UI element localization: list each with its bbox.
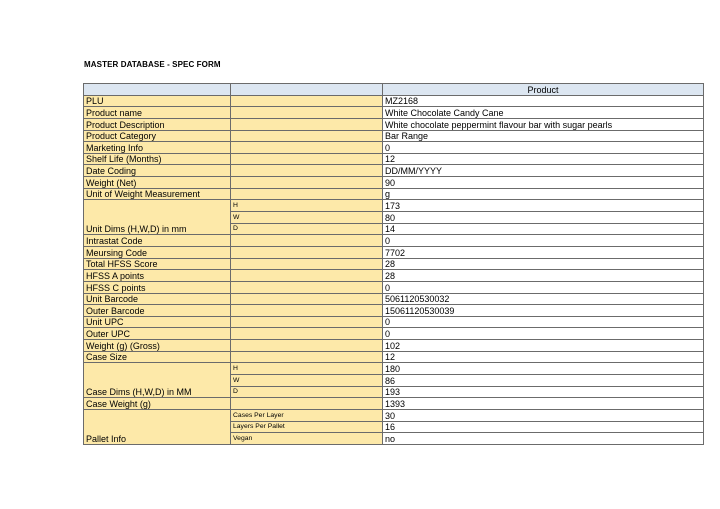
unit-dims-key: D bbox=[231, 223, 383, 235]
row-value[interactable]: 0 bbox=[383, 316, 704, 328]
row-blank bbox=[231, 177, 383, 189]
row-value[interactable]: Bar Range bbox=[383, 130, 704, 142]
row-blank bbox=[231, 305, 383, 317]
table-row bbox=[84, 270, 704, 282]
table-row bbox=[84, 316, 704, 328]
row-value[interactable]: 7702 bbox=[383, 246, 704, 258]
row-blank bbox=[231, 165, 383, 177]
table-row bbox=[84, 165, 704, 177]
table-row bbox=[84, 130, 704, 142]
case-weight-label: Case Weight (g) bbox=[84, 398, 231, 410]
unit-dims-label: Unit Dims (H,W,D) in mm bbox=[84, 200, 231, 235]
row-label: Total HFSS Score bbox=[84, 258, 231, 270]
case-dims-key: H bbox=[231, 363, 383, 375]
row-label: Outer UPC bbox=[84, 328, 231, 340]
table-row bbox=[84, 153, 704, 165]
pallet-info-key: Layers Per Pallet bbox=[231, 421, 383, 433]
pallet-info-value[interactable]: 30 bbox=[383, 409, 704, 421]
unit-dims-key: W bbox=[231, 212, 383, 224]
table-row bbox=[84, 340, 704, 352]
row-value[interactable]: 12 bbox=[383, 153, 704, 165]
pallet-info-value[interactable]: no bbox=[383, 433, 704, 445]
table-row bbox=[84, 177, 704, 189]
row-value[interactable]: 5061120530032 bbox=[383, 293, 704, 305]
row-value[interactable]: 0 bbox=[383, 328, 704, 340]
row-label: Meursing Code bbox=[84, 246, 231, 258]
row-blank bbox=[231, 153, 383, 165]
row-blank bbox=[231, 270, 383, 282]
row-label: Product Category bbox=[84, 130, 231, 142]
table-row bbox=[84, 118, 704, 130]
table-row bbox=[84, 328, 704, 340]
table-row bbox=[84, 258, 704, 270]
row-value[interactable]: 90 bbox=[383, 177, 704, 189]
row-value[interactable]: White chocolate peppermint flavour bar with sugar pearls bbox=[383, 118, 704, 130]
row-label: Unit of Weight Measurement bbox=[84, 188, 231, 200]
case-dims-value[interactable]: 86 bbox=[383, 375, 704, 387]
header-product: Product bbox=[383, 84, 704, 96]
row-label: Intrastat Code bbox=[84, 235, 231, 247]
row-blank bbox=[231, 142, 383, 154]
row-label: Case Size bbox=[84, 351, 231, 363]
row-label: Weight (Net) bbox=[84, 177, 231, 189]
case-dims-label: Case Dims (H,W,D) in MM bbox=[84, 363, 231, 398]
table-row bbox=[84, 200, 704, 212]
table-row bbox=[84, 409, 704, 421]
table-row bbox=[84, 351, 704, 363]
row-blank bbox=[231, 293, 383, 305]
row-label: Unit UPC bbox=[84, 316, 231, 328]
case-dims-value[interactable]: 193 bbox=[383, 386, 704, 398]
row-blank bbox=[231, 281, 383, 293]
table-row bbox=[84, 107, 704, 119]
row-label: HFSS A points bbox=[84, 270, 231, 282]
row-blank bbox=[231, 188, 383, 200]
table-row bbox=[84, 142, 704, 154]
pallet-info-value[interactable]: 16 bbox=[383, 421, 704, 433]
row-label: Shelf Life (Months) bbox=[84, 153, 231, 165]
row-blank bbox=[231, 328, 383, 340]
row-label: Marketing Info bbox=[84, 142, 231, 154]
unit-dims-value[interactable]: 14 bbox=[383, 223, 704, 235]
unit-dims-value[interactable]: 80 bbox=[383, 212, 704, 224]
row-blank bbox=[231, 398, 383, 410]
table-row bbox=[84, 188, 704, 200]
pallet-info-label: Pallet Info bbox=[84, 409, 231, 444]
row-value[interactable]: 12 bbox=[383, 351, 704, 363]
row-value[interactable]: 0 bbox=[383, 235, 704, 247]
header-cell-1 bbox=[84, 84, 231, 96]
table-row bbox=[84, 363, 704, 375]
row-value[interactable]: 0 bbox=[383, 142, 704, 154]
table-row bbox=[84, 398, 704, 410]
page-title: MASTER DATABASE - SPEC FORM bbox=[84, 60, 221, 69]
row-blank bbox=[231, 351, 383, 363]
table-row bbox=[84, 293, 704, 305]
row-blank bbox=[231, 130, 383, 142]
case-dims-key: W bbox=[231, 375, 383, 387]
table-row bbox=[84, 281, 704, 293]
row-blank bbox=[231, 258, 383, 270]
row-value[interactable]: g bbox=[383, 188, 704, 200]
row-blank bbox=[231, 246, 383, 258]
row-value[interactable]: White Chocolate Candy Cane bbox=[383, 107, 704, 119]
row-blank bbox=[231, 118, 383, 130]
table-row bbox=[84, 95, 704, 107]
row-label: Unit Barcode bbox=[84, 293, 231, 305]
row-label: Weight (g) (Gross) bbox=[84, 340, 231, 352]
row-blank bbox=[231, 107, 383, 119]
row-blank bbox=[231, 95, 383, 107]
row-value[interactable]: MZ2168 bbox=[383, 95, 704, 107]
case-dims-value[interactable]: 180 bbox=[383, 363, 704, 375]
spec-table bbox=[83, 83, 704, 445]
case-weight-value[interactable]: 1393 bbox=[383, 398, 704, 410]
table-row bbox=[84, 305, 704, 317]
row-value[interactable]: 28 bbox=[383, 258, 704, 270]
row-value[interactable]: 15061120530039 bbox=[383, 305, 704, 317]
row-blank bbox=[231, 235, 383, 247]
pallet-info-key: Cases Per Layer bbox=[231, 409, 383, 421]
table-header-row bbox=[84, 84, 704, 96]
unit-dims-value[interactable]: 173 bbox=[383, 200, 704, 212]
header-cell-2 bbox=[231, 84, 383, 96]
row-label: HFSS C points bbox=[84, 281, 231, 293]
row-blank bbox=[231, 316, 383, 328]
row-value[interactable]: 28 bbox=[383, 270, 704, 282]
row-blank bbox=[231, 340, 383, 352]
row-label: Product name bbox=[84, 107, 231, 119]
unit-dims-key: H bbox=[231, 200, 383, 212]
table-row bbox=[84, 235, 704, 247]
row-value[interactable]: 102 bbox=[383, 340, 704, 352]
pallet-info-key: Vegan bbox=[231, 433, 383, 445]
row-label: Outer Barcode bbox=[84, 305, 231, 317]
row-value[interactable]: DD/MM/YYYY bbox=[383, 165, 704, 177]
row-label: PLU bbox=[84, 95, 231, 107]
row-label: Date Coding bbox=[84, 165, 231, 177]
row-label: Product Description bbox=[84, 118, 231, 130]
case-dims-key: D bbox=[231, 386, 383, 398]
table-row bbox=[84, 246, 704, 258]
row-value[interactable]: 0 bbox=[383, 281, 704, 293]
